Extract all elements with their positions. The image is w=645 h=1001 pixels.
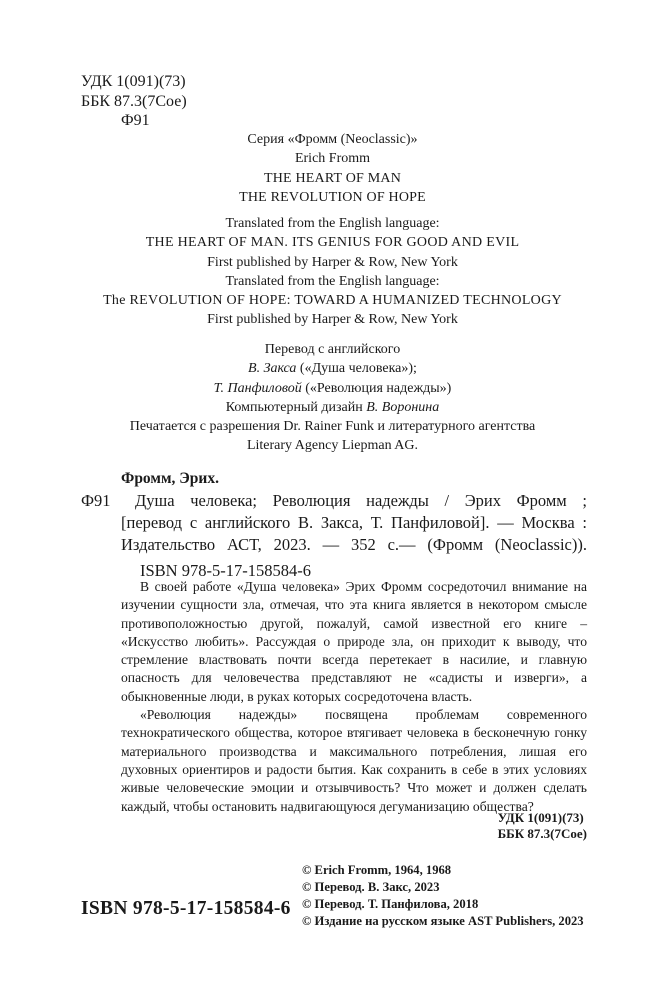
- catalog-author-mark: Ф91: [81, 491, 111, 510]
- bbk-code: ББК 87.3(7Сое): [497, 825, 587, 841]
- catalog-description-line: Издательство АСТ, 2023. — 352 с.— (Фромм (Neoclassic)).: [121, 535, 587, 554]
- translator-1-name: В. Закса: [248, 361, 297, 377]
- udk-code: УДК 1(091)(73): [81, 73, 186, 90]
- translator-1-line: [60, 359, 605, 378]
- author-mark: Ф91: [121, 112, 150, 129]
- design-line: [60, 398, 605, 417]
- copyright-line: © Издание на русском языке AST Publishers, 2023: [302, 914, 584, 928]
- translator-2-work: («Революция надежды»): [301, 380, 452, 396]
- copyright-line: © Erich Fromm, 1964, 1968: [302, 863, 452, 877]
- permission-line: Печатается с разрешения Dr. Rainer Funk и литературного агентства: [129, 419, 536, 435]
- catalog-record: [81, 468, 587, 582]
- catalog-description-line: [перевод с английского В. Закса, Т. Панфиловой]. — Москва :: [121, 513, 587, 532]
- translator-2-line: [60, 379, 605, 398]
- original-full-title-1: THE HEART OF MAN. ITS GENIUS FOR GOOD AND EVIL: [145, 235, 520, 251]
- bbk-code: ББК 87.3(7Сое): [81, 92, 187, 110]
- catalog-author-heading: Фромм, Эрих.: [121, 470, 219, 487]
- series-block: [60, 130, 605, 207]
- first-published-line: First published by Harper & Row, New York: [207, 312, 458, 328]
- annotation-paragraph: «Революция надежды» посвящена проблемам современного технократического общества, которое втягивает человека в бесконечную гонку материального производства и максимального потребления, лишая его духовных ориентиров и радости бытия. Как сохранить в себе в этих условиях живые человеческие эмоции и отзывчивость? Что может и должен сделать каждый, чтобы остановить надвигающуюся дегуманизацию общества?: [121, 707, 587, 814]
- catalog-isbn: ISBN 978-5-17-158584-6: [140, 561, 311, 580]
- agency-line: Literary Agency Liepman AG.: [246, 438, 419, 454]
- catalog-description: [121, 490, 587, 556]
- original-title-1: THE HEART OF MAN: [263, 170, 402, 186]
- copyright-line: © Перевод. Т. Панфилова, 2018: [302, 897, 479, 911]
- catalog-description-row: [81, 490, 587, 556]
- original-full-title-2: The REVOLUTION OF HOPE: TOWARD A HUMANIZED TECHNOLOGY: [103, 293, 562, 309]
- isbn-bottom: ISBN 978-5-17-158584-6: [81, 898, 291, 919]
- translated-line: Translated from the English language:: [225, 216, 440, 231]
- author-english: Erich Fromm: [294, 151, 371, 167]
- bottom-classification-block: [498, 810, 587, 841]
- translated-line: Translated from the English language:: [225, 273, 440, 289]
- udk-code: УДК 1(091)(73): [497, 810, 584, 825]
- annotation-paragraph: В своей работе «Душа человека» Эрих Фромм сосредоточил внимание на изучении сущности зла, отмечая, что эта книга является в некотором смысле противоположностью другой, пожалуй, самой известной его книге – «Искусство любить». Рассуждая о природе зла, он приходит к выводу, что стремление властвовать почти всегда перетекает в насилие, и главную опасность для человечества представляют не «садисты и изверги», а обыкновенные люди, в руках которых сосредоточена власть.: [121, 579, 587, 704]
- translation-label: Перевод с английского: [264, 342, 401, 357]
- design-label: Компьютерный дизайн: [225, 399, 367, 415]
- annotation: [121, 578, 587, 816]
- first-published-line: First published by Harper & Row, New York: [207, 254, 458, 270]
- credits-block: [60, 340, 605, 456]
- designer-name: В. Воронина: [366, 399, 440, 415]
- copyright-block: [302, 862, 584, 930]
- series-name: Серия «Фромм (Neoclassic)»: [247, 132, 418, 147]
- catalog-description-line: Душа человека; Революция надежды / Эрих Фромм ;: [135, 491, 587, 510]
- translated-from-block: [60, 214, 605, 330]
- translator-1-work: («Душа человека»);: [296, 361, 417, 377]
- copyright-line: © Перевод. В. Закс, 2023: [302, 880, 440, 894]
- top-classification-block: [81, 72, 187, 131]
- translator-2-name: Т. Панфиловой: [213, 380, 302, 396]
- original-title-2: THE REVOLUTION OF HOPE: [239, 189, 426, 205]
